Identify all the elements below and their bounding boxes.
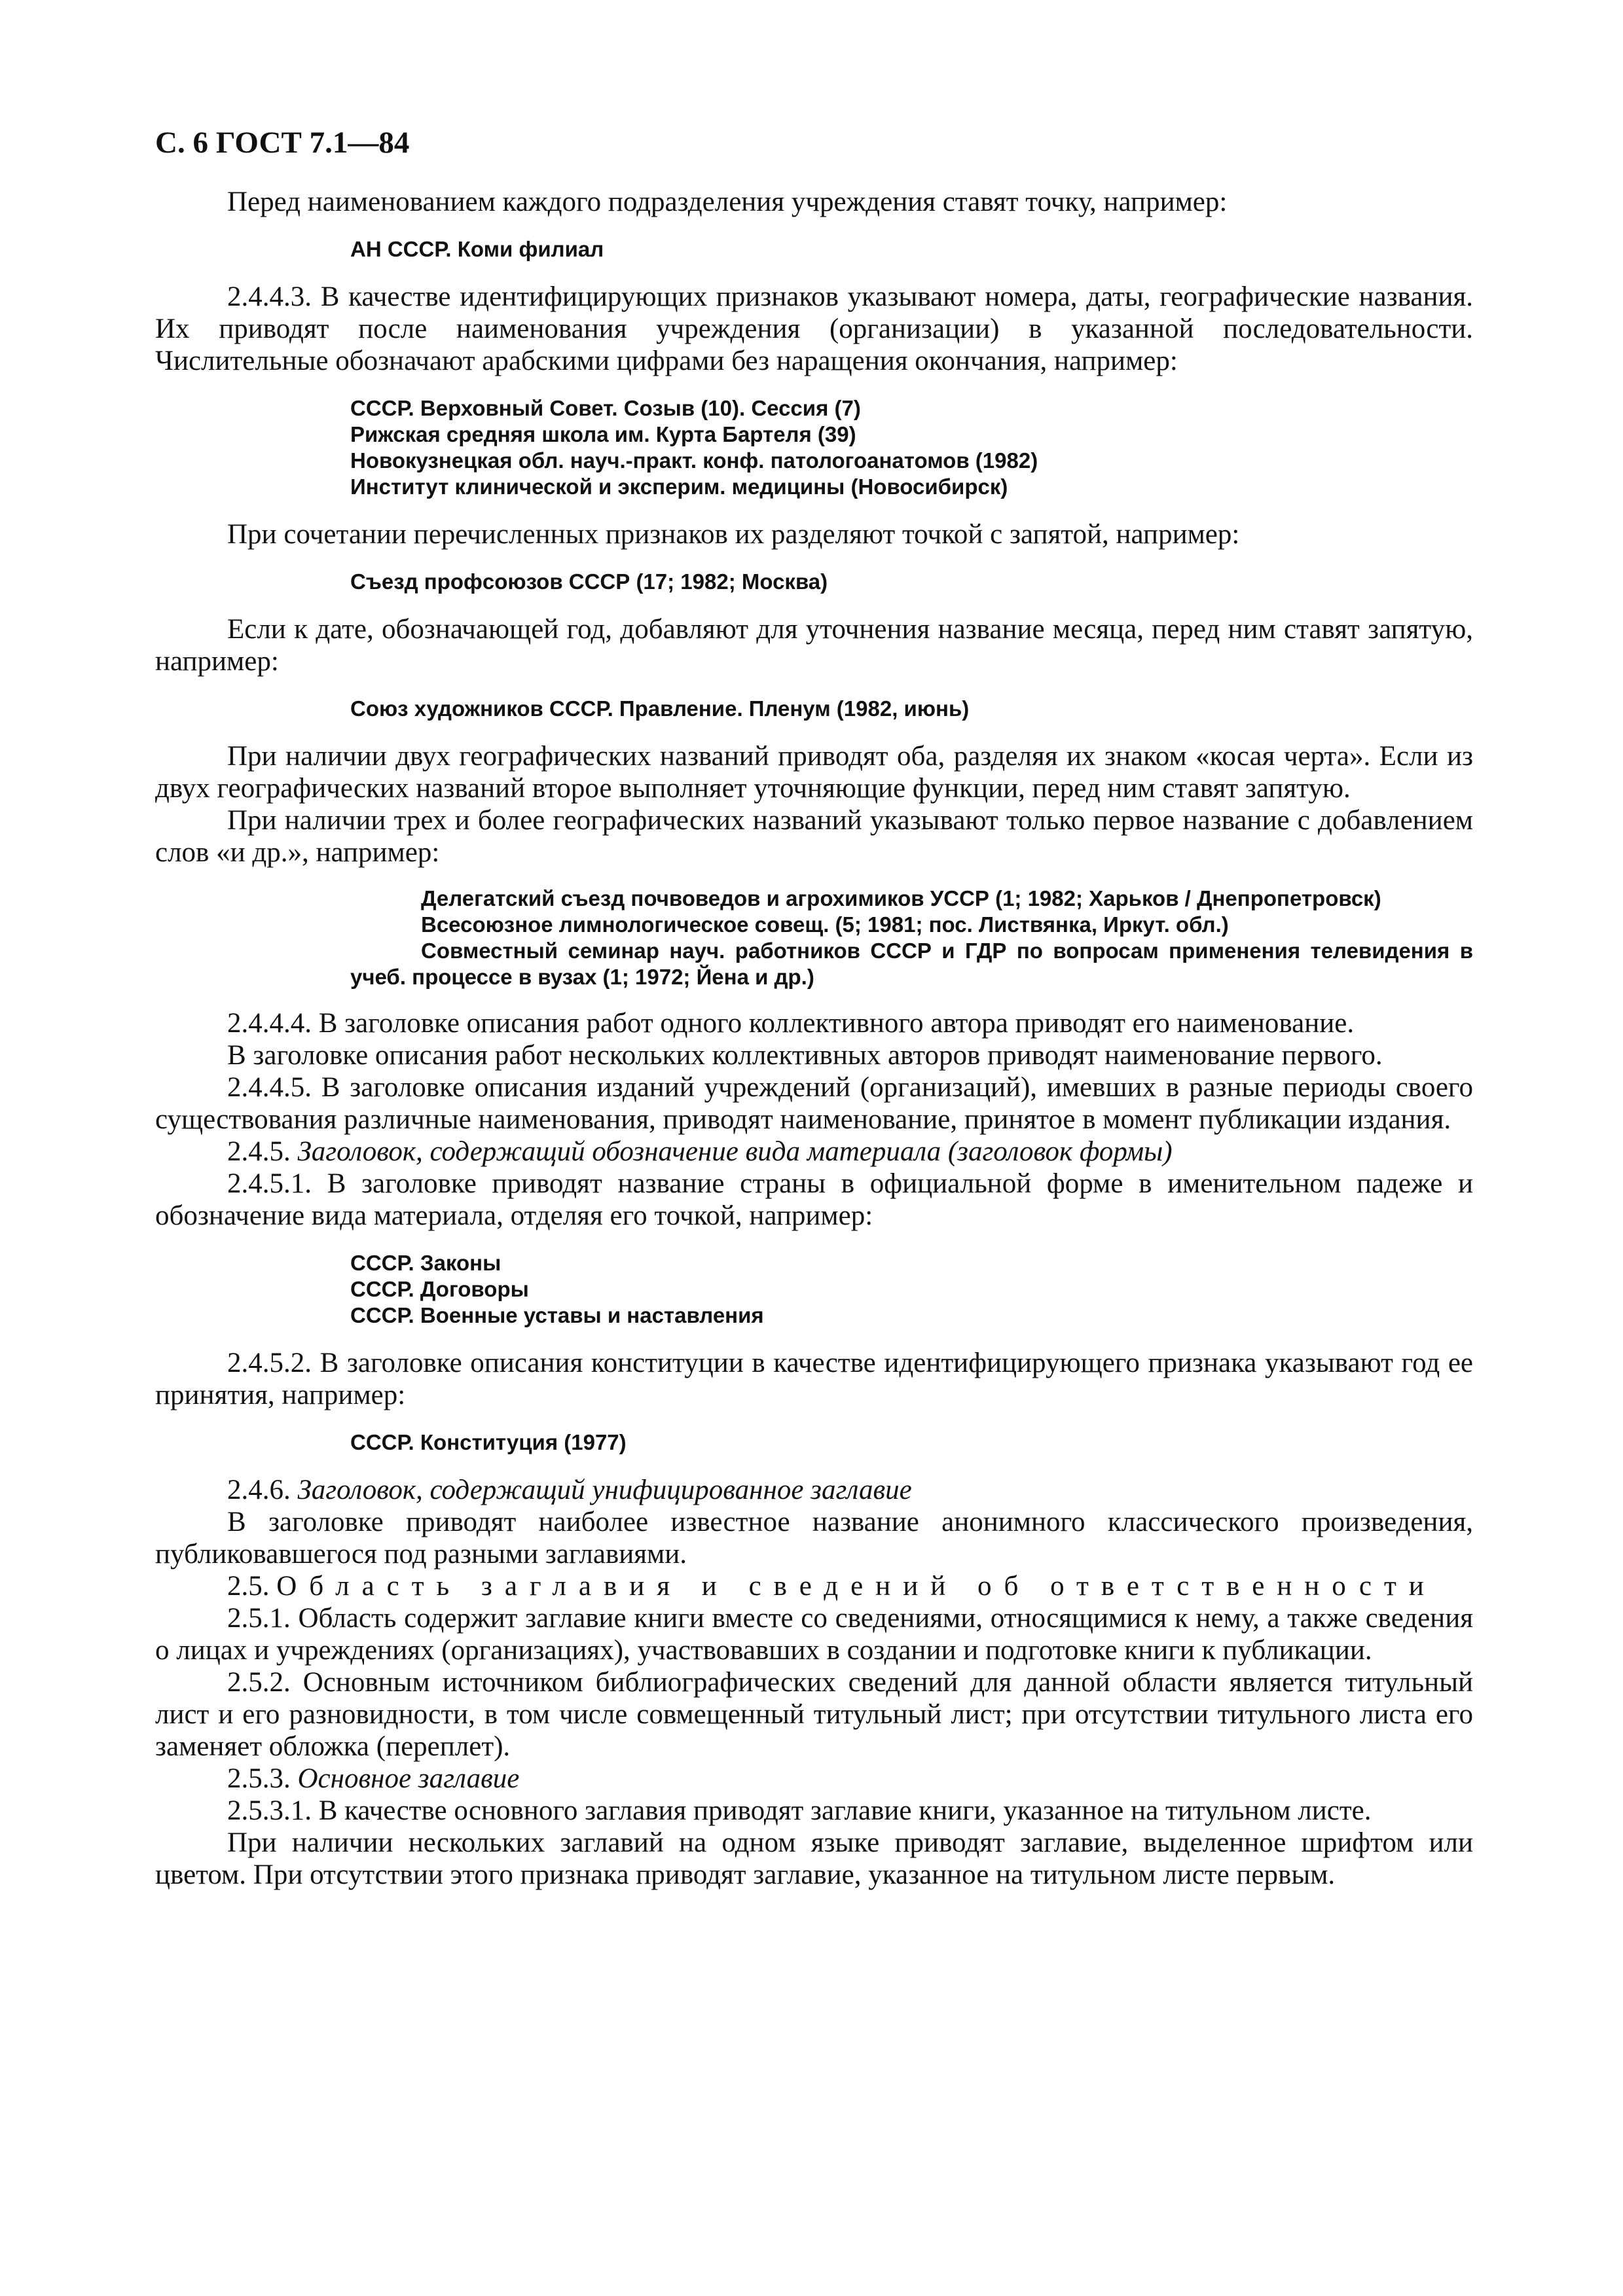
- paragraph: При наличии нескольких заглавий на одном языке приводят заглавие, выделенное шрифтом или цветом. При отсутствии этого признака приводят заглавие, указанное на титульном листе первым.: [155, 1827, 1473, 1890]
- paragraph: 2.4.4.3. В качестве идентифицирующих признаков указывают номера, даты, географические названия. Их приводят после наименования учреждения (организации) в указанной последовательности. Числительные обозначают арабскими цифрами без наращения окончания, например:: [155, 281, 1473, 376]
- section-heading: [155, 1136, 1473, 1168]
- example-line: Делегатский съезд почвоведов и агрохимиков УССР (1; 1982; Харьков / Днепропетровск): [421, 886, 1381, 910]
- paragraph: 2.4.4.5. В заголовке описания изданий учреждений (организаций), имевших в разные периоды своего существования различные наименования, приводят наименование, принятое в момент публикации издания.: [155, 1072, 1473, 1135]
- paragraph: 2.5.1. Область содержит заглавие книги вместе со сведениями, относящимися к нему, а также сведения о лицах и учреждениях (организациях), участвовавших в создании и подготовке книги к публикации.: [155, 1603, 1473, 1666]
- example-block: [350, 236, 1473, 262]
- paragraph: В заголовке описания работ нескольких коллективных авторов приводят наименование первого.: [227, 1040, 1383, 1071]
- paragraph: 2.4.5.1. В заголовке приводят название страны в официальной форме в именительном падеже и обозначение вида материала, отделяя его точкой, например:: [155, 1168, 1473, 1231]
- paragraph: Перед наименованием каждого подразделения учреждения ставят точку, например:: [227, 187, 1228, 217]
- example-line: Съезд профсоюзов СССР (17; 1982; Москва): [350, 569, 828, 594]
- example-line: Институт клинической и эксперим. медицины (Новосибирск): [350, 475, 1008, 499]
- example-line: СССР. Военные уставы и наставления: [350, 1303, 764, 1327]
- example-block: [350, 886, 1473, 990]
- example-block: [350, 395, 1473, 500]
- paragraph: 2.5.3.1. В качестве основного заглавия приводят заглавие книги, указанное на титульном листе.: [227, 1795, 1372, 1826]
- paragraph: При наличии двух географических названий приводят оба, разделяя их знаком «косая черта». Если из двух географических названий второе выполняет уточняющие функции, перед ним ставят запятую.: [155, 741, 1473, 804]
- example-line: Всесоюзное лимнологическое совещ. (5; 1981; пос. Листвянка, Иркут. обл.): [421, 912, 1229, 937]
- example-line: СССР. Верховный Совет. Созыв (10). Сессия (7): [350, 396, 861, 420]
- paragraph: При сочетании перечисленных признаков их разделяют точкой с запятой, например:: [227, 519, 1240, 550]
- example-line: АН СССР. Коми филиал: [350, 237, 604, 261]
- example-line: Совместный семинар науч. работников СССР и ГДР по вопросам применения телевидения в учеб. процессе в вузах (1; 1972; Йена и др.): [350, 939, 1473, 989]
- paragraph: В заголовке приводят наиболее известное название анонимного классического произведения, публиковавшегося под разными заглавиями.: [155, 1507, 1473, 1570]
- section-heading: [155, 1763, 1473, 1795]
- example-block: [350, 569, 1473, 595]
- example-block: [350, 1429, 1473, 1456]
- paragraph: 2.4.5.2. В заголовке описания конституции в качестве идентифицирующего признака указывают год ее принятия, например:: [155, 1348, 1473, 1410]
- section-number: 2.4.5.: [227, 1136, 291, 1167]
- page-header: С. 6 ГОСТ 7.1—84: [155, 126, 410, 160]
- document-page: [155, 124, 1473, 1891]
- example-line: СССР. Договоры: [350, 1277, 529, 1301]
- section-title: Область заглавия и сведений об ответственности: [276, 1571, 1436, 1602]
- paragraph: Если к дате, обозначающей год, добавляют для уточнения название месяца, перед ним ставят запятую, например:: [155, 614, 1473, 677]
- section-number: 2.5.: [227, 1571, 270, 1602]
- paragraph: 2.5.2. Основным источником библиографических сведений для данной области является титульный лист и его разновидности, в том числе совмещенный титульный лист; при отсутствии титульного листа его заменяет обложка (переплет).: [155, 1667, 1473, 1762]
- example-line: СССР. Законы: [350, 1251, 501, 1275]
- section-number: 2.5.3.: [227, 1763, 291, 1794]
- paragraph: При наличии трех и более географических названий указывают только первое название с добавлением слов «и др.», например:: [155, 805, 1473, 868]
- example-line: Новокузнецкая обл. науч.-практ. конф. патологоанатомов (1982): [350, 448, 1038, 473]
- example-line: Рижская средняя школа им. Курта Бартеля (39): [350, 422, 856, 446]
- example-block: [350, 1250, 1473, 1329]
- section-title: Основное заглавие: [297, 1763, 520, 1794]
- section-title: Заголовок, содержащий унифицированное заглавие: [297, 1475, 912, 1505]
- example-line: СССР. Конституция (1977): [350, 1430, 627, 1454]
- section-heading: [155, 1474, 1473, 1506]
- section-title: Заголовок, содержащий обозначение вида материала (заголовок формы): [297, 1136, 1173, 1167]
- example-line: Союз художников СССР. Правление. Пленум (1982, июнь): [350, 696, 970, 721]
- section-heading: [155, 1570, 1473, 1602]
- paragraph: 2.4.4.4. В заголовке описания работ одного коллективного автора приводят его наименование.: [227, 1008, 1355, 1039]
- example-block: [350, 696, 1473, 722]
- section-number: 2.4.6.: [227, 1475, 291, 1505]
